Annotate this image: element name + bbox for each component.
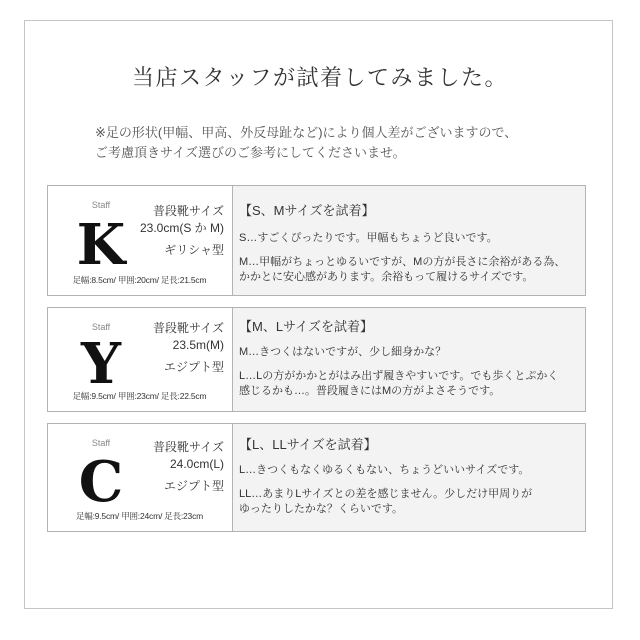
comment-line: L…Lの方がかかとがはみ出ず履きやすいです。でも歩くとぷかく xyxy=(239,370,559,382)
usual-size-info xyxy=(153,439,224,495)
usual-size-label: 普段靴サイズ xyxy=(152,440,224,454)
review-comment xyxy=(239,487,585,516)
staff-initial: C xyxy=(78,449,124,515)
trial-title: 【L、LLサイズを試着】 xyxy=(239,437,377,452)
comment-line: 感じるかも…。普段履きにはMの方がよさそうです。 xyxy=(239,384,501,397)
staff-card-y xyxy=(47,307,586,412)
trial-review xyxy=(233,308,585,411)
foot-type: ギリシャ型 xyxy=(164,243,224,257)
usual-size-info xyxy=(153,320,224,376)
disclaimer-line: ※足の形状(甲幅、甲高、外反母趾など)により個人差がございますので、 xyxy=(95,125,518,140)
comment-line: ゆったりしたかな？くらいです。 xyxy=(239,502,404,515)
staff-label: Staff xyxy=(91,438,111,448)
trial-title: 【S、Mサイズを試着】 xyxy=(239,203,375,218)
usual-size-info xyxy=(140,203,224,259)
comment-line: かかとに安心感があります。余裕もって履けるサイズです。 xyxy=(239,270,534,283)
page-title: 当店スタッフが試着してみました。 xyxy=(131,65,508,90)
trial-title: 【M、Lサイズを試着】 xyxy=(239,319,374,334)
staff-profile xyxy=(48,424,233,531)
disclaimer-line: ご考慮頂きサイズ選びのご参考にしてくださいませ。 xyxy=(95,145,406,160)
foot-type: エジプト型 xyxy=(163,360,224,374)
comment-line: LL…あまりLサイズとの差を感じません。少しだけ甲周りが xyxy=(239,488,533,500)
comment-line: L…きつくもなくゆるくもない、ちょうどいいサイズです。 xyxy=(239,464,530,476)
usual-size-value: 23.5m(M) xyxy=(172,338,224,352)
comment-line: M…甲幅がちょっとゆるいですが、Mの方が長さに余裕がある為、 xyxy=(239,256,566,268)
staff-initial: K xyxy=(76,212,126,278)
trial-review xyxy=(233,424,585,531)
staff-label: Staff xyxy=(91,322,111,332)
staff-profile xyxy=(48,308,233,411)
foot-measurements: 足幅:9.5cm/ 甲囲:23cm/ 足長:22.5cm xyxy=(72,391,207,401)
staff-label: Staff xyxy=(91,200,111,210)
staff-profile xyxy=(48,186,233,295)
fit-disclaimer xyxy=(95,123,605,163)
staff-initial: Y xyxy=(81,331,121,397)
trial-review xyxy=(233,186,585,295)
review-comment xyxy=(239,345,585,360)
comment-line: M…きつくはないですが、少し細身かな？ xyxy=(239,346,447,358)
review-comment xyxy=(239,463,585,478)
usual-size-value: 23.0cm(S か M) xyxy=(139,221,224,235)
review-comment xyxy=(239,255,585,284)
usual-size-label: 普段靴サイズ xyxy=(152,321,224,335)
foot-type: エジプト型 xyxy=(163,479,224,493)
usual-size-label: 普段靴サイズ xyxy=(152,204,224,218)
comment-line: S…すごくぴったりです。甲幅もちょうど良いです。 xyxy=(239,232,498,244)
review-comment xyxy=(239,369,585,398)
foot-measurements: 足幅:8.5cm/ 甲囲:20cm/ 足長:21.5cm xyxy=(72,275,207,285)
usual-size-value: 24.0cm(L) xyxy=(169,457,224,471)
staff-card-c xyxy=(47,423,586,532)
review-comment xyxy=(239,231,585,246)
foot-measurements: 足幅:9.5cm/ 甲囲:24cm/ 足長:23cm xyxy=(75,511,204,521)
staff-card-k xyxy=(47,185,586,296)
